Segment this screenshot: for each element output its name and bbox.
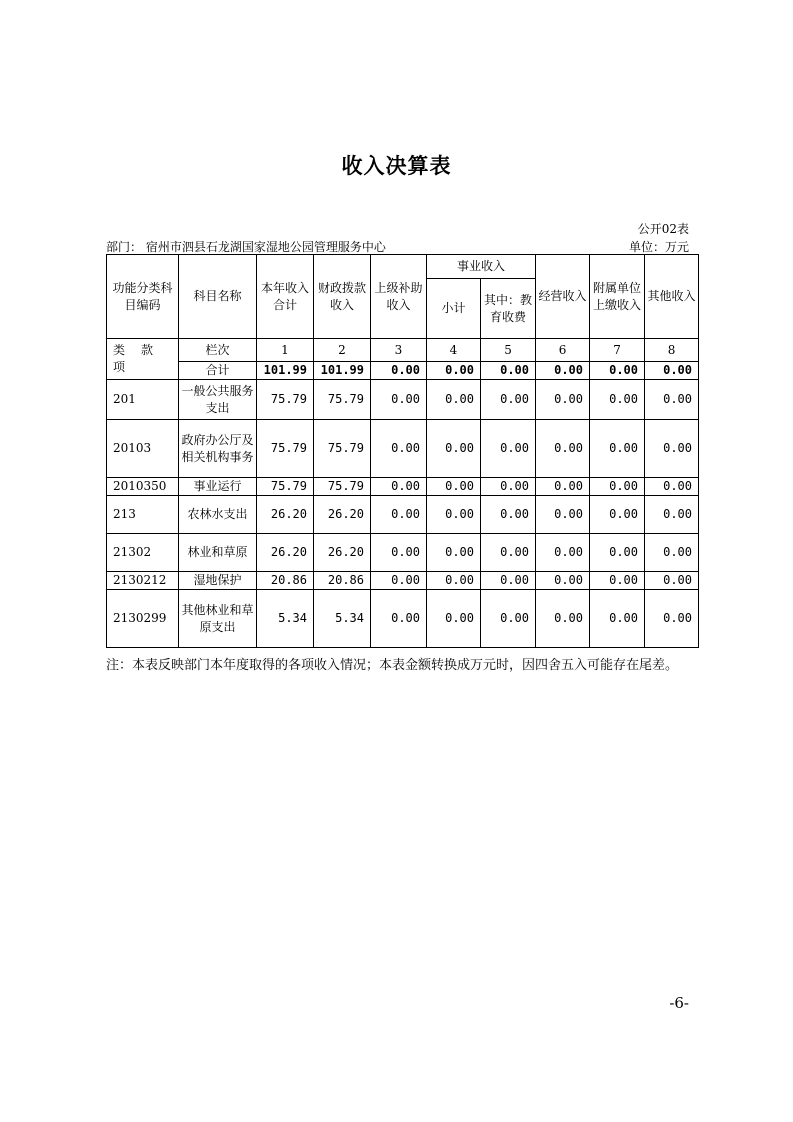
income-table: [106, 254, 699, 648]
row-value: 0.00: [371, 478, 427, 496]
row-subject-name: 政府办公厅及相关机构事务: [179, 420, 257, 478]
row-value: 0.00: [590, 380, 645, 420]
header-affiliated: 附属单位上缴收入: [590, 255, 645, 339]
row-value: 0.00: [645, 590, 699, 648]
row-value: 0.00: [590, 478, 645, 496]
row-value: 75.79: [257, 478, 314, 496]
row-value: 26.20: [314, 496, 371, 534]
row-value: 0.00: [427, 496, 481, 534]
table-row: [107, 572, 699, 590]
department-line: [106, 238, 386, 255]
row-value: 5.34: [314, 590, 371, 648]
row-value: 0.00: [536, 420, 590, 478]
total-cell: 0.00: [645, 362, 699, 380]
header-upper: 上级补助收入: [371, 255, 427, 339]
row-value: 0.00: [481, 478, 536, 496]
page-title: 收入决算表: [341, 154, 452, 178]
row-value: 0.00: [481, 572, 536, 590]
row-subject-name: 林业和草原: [179, 534, 257, 572]
row-value: 0.00: [536, 572, 590, 590]
header-item: 款: [141, 343, 154, 357]
col-num: 5: [481, 339, 536, 362]
col-num: 7: [590, 339, 645, 362]
row-code: 2130212: [107, 572, 179, 590]
department-label: 部门：: [106, 240, 143, 254]
row-value: 26.20: [257, 496, 314, 534]
total-cell: 0.00: [590, 362, 645, 380]
row-value: 75.79: [257, 380, 314, 420]
row-value: 0.00: [371, 420, 427, 478]
col-num: 1: [257, 339, 314, 362]
total-cell: 0.00: [371, 362, 427, 380]
row-value: 0.00: [536, 478, 590, 496]
row-value: 0.00: [427, 420, 481, 478]
row-value: 0.00: [536, 590, 590, 648]
row-value: 0.00: [481, 496, 536, 534]
header-col-label: 栏次: [179, 339, 257, 362]
row-code: 2010350: [107, 478, 179, 496]
row-subject-name: 农林水支出: [179, 496, 257, 534]
row-code: 20103: [107, 420, 179, 478]
row-value: 0.00: [427, 590, 481, 648]
row-value: 0.00: [427, 572, 481, 590]
row-value: 0.00: [371, 380, 427, 420]
table-row: [107, 496, 699, 534]
col-num: 4: [427, 339, 481, 362]
header-career: 事业收入: [427, 255, 536, 279]
row-value: 0.00: [536, 380, 590, 420]
row-value: 0.00: [590, 534, 645, 572]
header-fiscal: 财政拨款收入: [314, 255, 371, 339]
row-value: 0.00: [645, 572, 699, 590]
row-value: 0.00: [427, 478, 481, 496]
footnote: 注：本表反映部门本年度取得的各项收入情况；本表金额转换成万元时，因四舍五入可能存在尾差。: [106, 658, 679, 673]
total-cell: 101.99: [314, 362, 371, 380]
row-value: 26.20: [257, 534, 314, 572]
row-value: 0.00: [371, 590, 427, 648]
header-func-code: 功能分类科目编码: [107, 255, 179, 339]
row-subject-name: 一般公共服务支出: [179, 380, 257, 420]
row-value: 0.00: [590, 496, 645, 534]
col-num: 3: [371, 339, 427, 362]
sum-label: 合计: [179, 362, 257, 380]
header-class: 类: [113, 343, 126, 357]
row-value: 75.79: [314, 478, 371, 496]
col-num: 2: [314, 339, 371, 362]
total-cell: 101.99: [257, 362, 314, 380]
table-row: [107, 478, 699, 496]
row-value: 75.79: [314, 420, 371, 478]
row-code: 201: [107, 380, 179, 420]
row-value: 0.00: [590, 420, 645, 478]
page-number: -6-: [669, 994, 689, 1012]
row-value: 75.79: [314, 380, 371, 420]
header-total: 本年收入合计: [257, 255, 314, 339]
unit-label: 单位：万元: [628, 240, 689, 254]
row-value: 0.00: [590, 572, 645, 590]
table-row: [107, 534, 699, 572]
header-class-item-term: [107, 339, 179, 380]
col-num: 6: [536, 339, 590, 362]
row-subject-name: 事业运行: [179, 478, 257, 496]
row-value: 0.00: [590, 590, 645, 648]
row-value: 75.79: [257, 420, 314, 478]
total-cell: 0.00: [427, 362, 481, 380]
row-subject-name: 湿地保护: [179, 572, 257, 590]
header-term: 项: [113, 360, 126, 374]
row-code: 21302: [107, 534, 179, 572]
row-value: 0.00: [371, 496, 427, 534]
header-subject: 科目名称: [179, 255, 257, 339]
row-value: 0.00: [427, 534, 481, 572]
total-cell: 0.00: [536, 362, 590, 380]
row-code: 213: [107, 496, 179, 534]
row-value: 0.00: [645, 534, 699, 572]
row-value: 0.00: [481, 534, 536, 572]
table-row: [107, 380, 699, 420]
row-value: 0.00: [371, 534, 427, 572]
header-career-edu: 其中：教育收费: [481, 279, 536, 339]
table-row: [107, 590, 699, 648]
department-name: 宿州市泗县石龙湖国家湿地公园管理服务中心: [145, 240, 386, 254]
row-value: 0.00: [371, 572, 427, 590]
row-value: 0.00: [481, 380, 536, 420]
table-row: [107, 420, 699, 478]
row-value: 0.00: [536, 534, 590, 572]
header-career-subtotal: 小计: [427, 279, 481, 339]
row-code: 2130299: [107, 590, 179, 648]
row-value: 5.34: [257, 590, 314, 648]
col-num: 8: [645, 339, 699, 362]
row-value: 0.00: [645, 496, 699, 534]
row-value: 0.00: [481, 420, 536, 478]
row-value: 0.00: [645, 478, 699, 496]
row-value: 0.00: [645, 380, 699, 420]
header-business: 经营收入: [536, 255, 590, 339]
row-value: 0.00: [645, 420, 699, 478]
form-number: 公开02表: [637, 222, 689, 236]
row-value: 0.00: [536, 496, 590, 534]
row-value: 0.00: [481, 590, 536, 648]
row-subject-name: 其他林业和草原支出: [179, 590, 257, 648]
total-cell: 0.00: [481, 362, 536, 380]
row-value: 20.86: [314, 572, 371, 590]
row-value: 0.00: [427, 380, 481, 420]
row-value: 26.20: [314, 534, 371, 572]
row-value: 20.86: [257, 572, 314, 590]
header-other: 其他收入: [645, 255, 699, 339]
